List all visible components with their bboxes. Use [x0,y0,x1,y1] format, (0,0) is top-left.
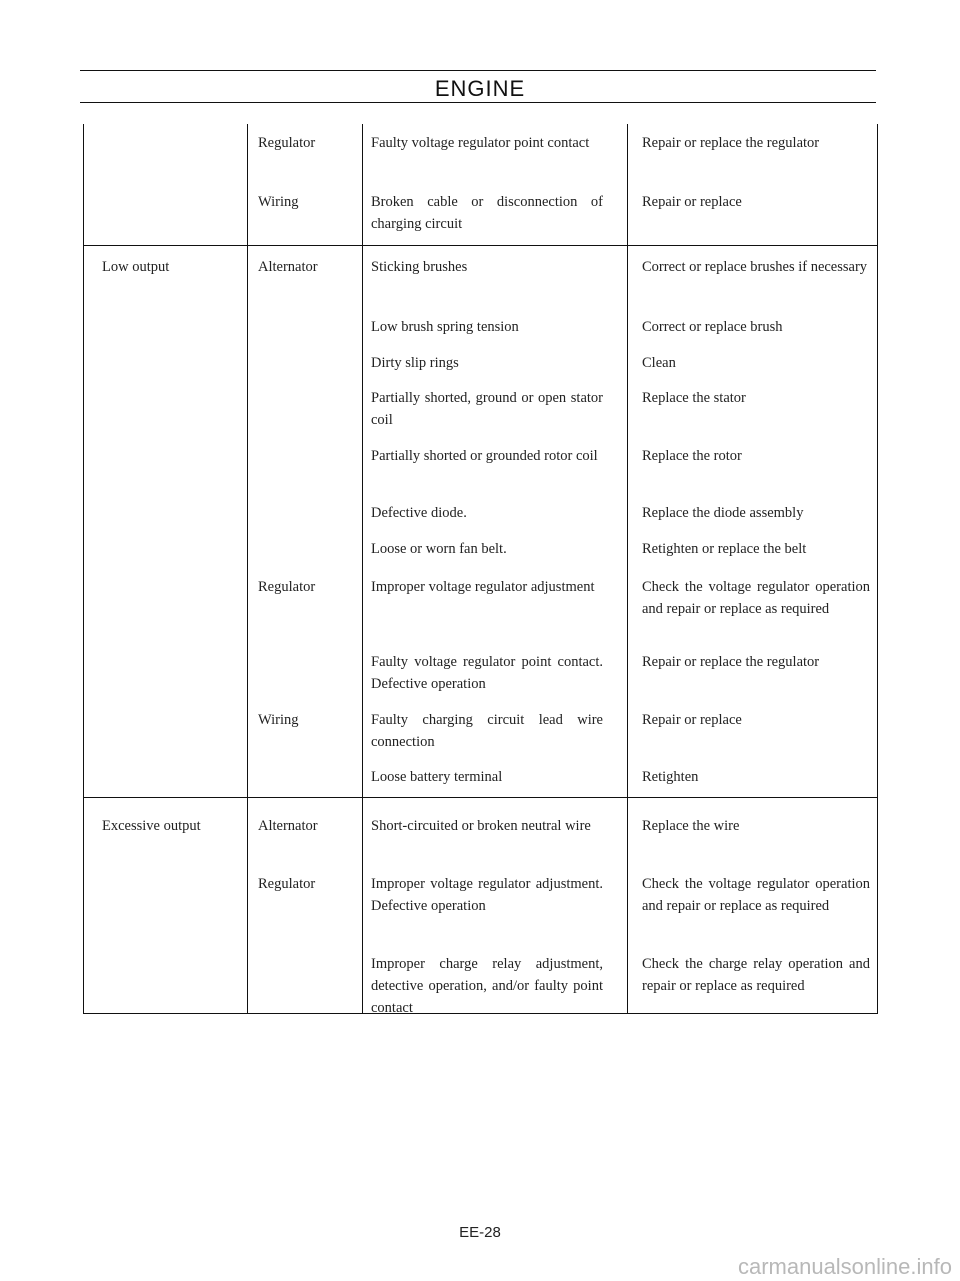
symptom-low-output: Low output [102,259,170,275]
symptom-excessive-output: Excessive output [102,818,201,834]
column-divider-cause [362,124,363,1014]
site-watermark: carmanualsonline.info [737,1254,952,1279]
remedy-cell: Correct or replace brush [642,319,783,335]
table-border-left [83,124,84,1014]
remedy-cell: Replace the diode assembly [642,505,804,521]
location-cell: Alternator [258,818,318,834]
cause-cell: Partially shorted or grounded rotor coil [371,448,598,464]
cause-cell: Faulty voltage regulator point contact. Defective operation [371,654,603,692]
cause-cell: Low brush spring tension [371,319,519,335]
cause-cell: Short-circuited or broken neutral wire [371,818,591,834]
cause-cell: Broken cable or disconnection of charging circuit [371,194,603,232]
cause-cell: Improper charge relay adjustment, detective operation, and/or faulty point contact [371,956,603,1016]
page-header-title: ENGINE [434,76,526,101]
cause-cell: Dirty slip rings [371,355,459,371]
column-divider-location [247,124,248,1014]
remedy-cell: Replace the rotor [642,448,742,464]
column-divider-remedy [627,124,628,1014]
remedy-cell: Repair or replace [642,712,742,728]
cause-cell: Improper voltage regulator adjustment [371,579,595,595]
remedy-cell: Correct or replace brushes if necessary [642,259,868,275]
remedy-cell: Repair or replace [642,194,742,210]
location-cell: Regulator [258,876,316,892]
remedy-cell: Replace the stator [642,390,746,406]
remedy-cell: Repair or replace the regulator [642,135,820,151]
location-cell: Regulator [258,135,316,151]
remedy-cell: Replace the wire [642,818,740,834]
cause-cell: Partially shorted, ground or open stator coil [371,390,603,428]
page-number: EE-28 [459,1224,501,1241]
cause-cell: Faulty charging circuit lead wire connection [371,712,603,750]
cause-cell: Defective diode. [371,505,467,521]
table-border-right [877,124,878,1014]
remedy-cell: Retighten [642,769,699,785]
cause-cell: Loose battery terminal [371,769,503,785]
remedy-cell: Check the voltage regulator operation and repair or replace as required [642,876,870,914]
location-cell: Wiring [258,194,299,210]
remedy-cell: Repair or replace the regulator [642,654,820,670]
location-cell: Alternator [258,259,318,275]
cause-cell: Sticking brushes [371,259,468,275]
section-divider-low-output [83,245,877,246]
location-cell: Wiring [258,712,299,728]
remedy-cell: Clean [642,355,676,371]
remedy-cell: Check the voltage regulator operation and repair or replace as required [642,579,870,617]
cause-cell: Faulty voltage regulator point contact [371,135,590,151]
remedy-cell: Retighten or replace the belt [642,541,807,557]
remedy-cell: Check the charge relay operation and repair or replace as required [642,956,870,994]
cause-cell: Improper voltage regulator adjustment. Defective operation [371,876,603,914]
location-cell: Regulator [258,579,316,595]
cause-cell: Loose or worn fan belt. [371,541,507,557]
section-divider-excessive-output [83,797,877,798]
